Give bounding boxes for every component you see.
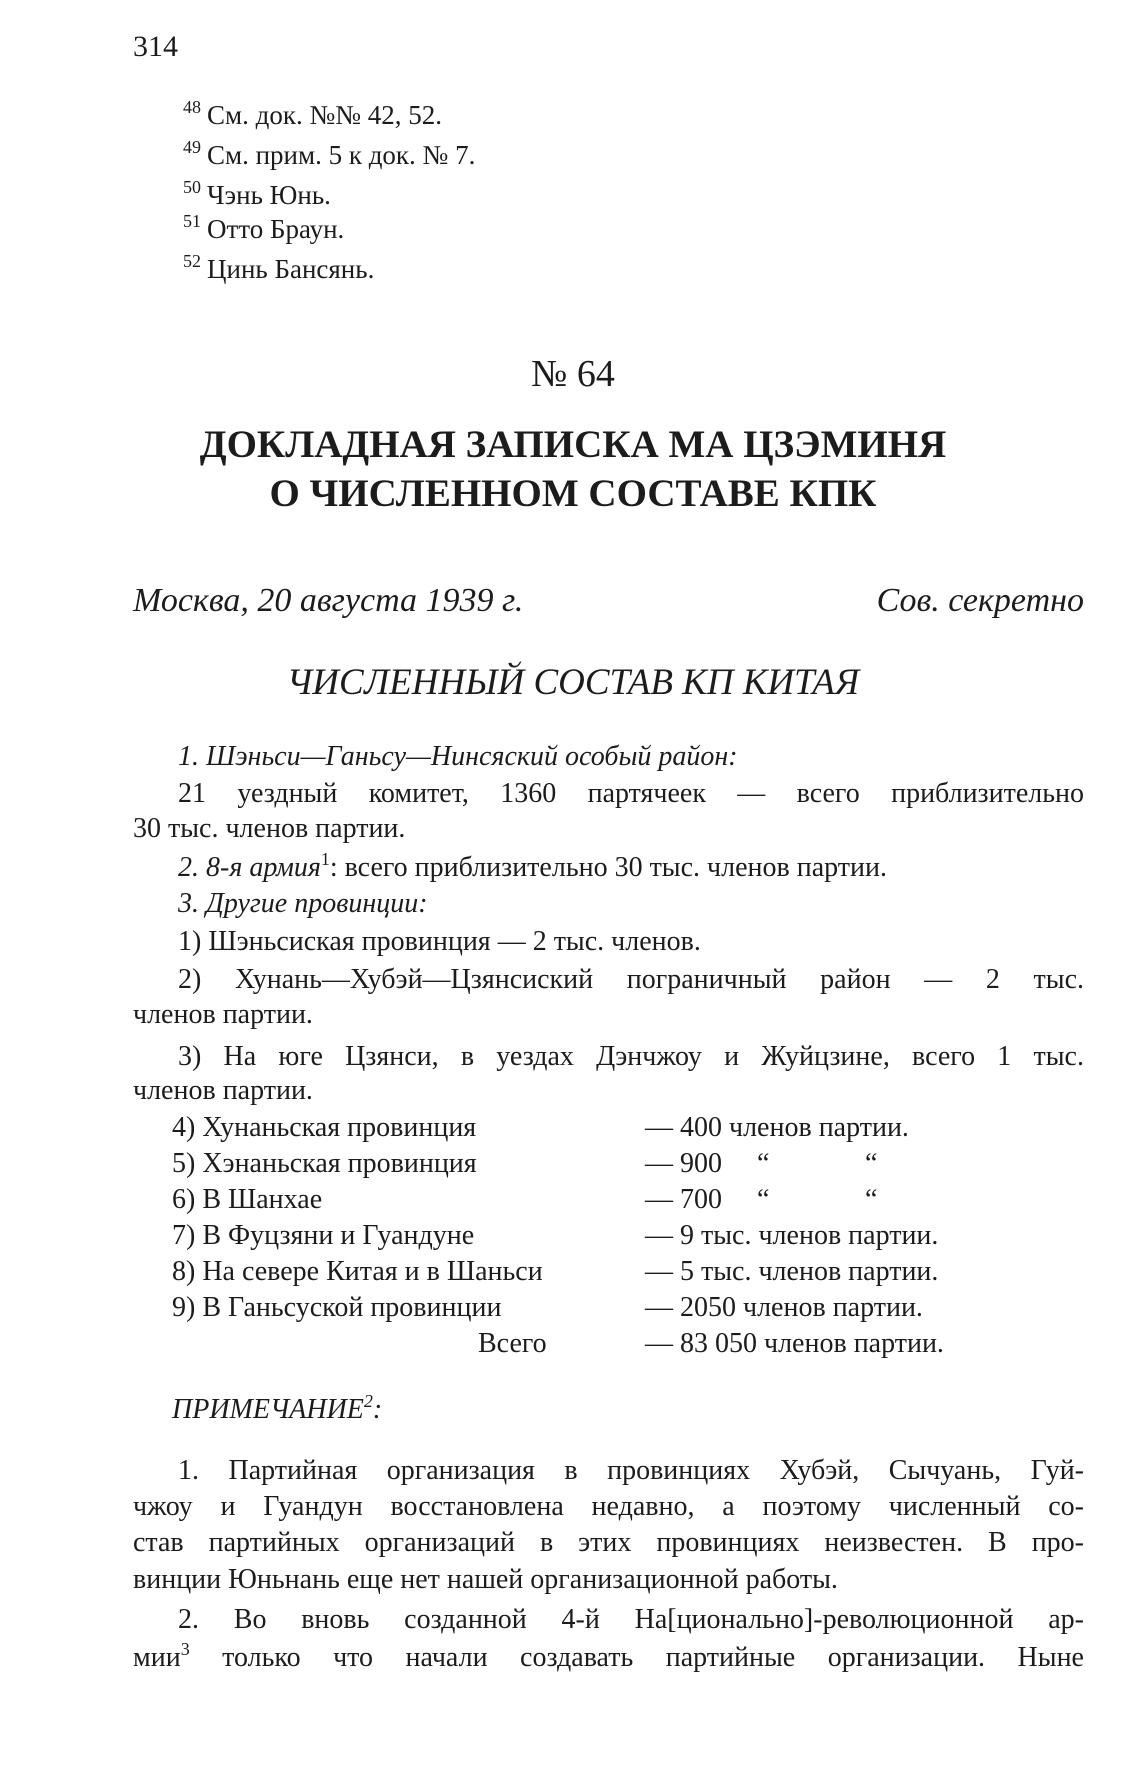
footnote-text: Отто Браун. [207, 214, 345, 244]
footnote [183, 209, 344, 252]
section-2 [178, 850, 887, 888]
ditto-mark: “ [757, 1148, 770, 1179]
footnote [183, 95, 442, 138]
footnote-number: 49 [183, 137, 201, 157]
section-1-line-2: 30 тыс. членов партии. [133, 813, 406, 844]
page-number: 314 [133, 30, 178, 63]
table-subtitle: ЧИСЛЕННЫЙ СОСТАВ КП КИТАЯ [286, 662, 860, 703]
province-item-1: 1) Шэньсиская провинция — 2 тыс. членов. [178, 926, 701, 957]
footnote-text: См. прим. 5 к док. № 7. [207, 140, 476, 170]
note-2-line-2-rest: только что начали создавать партийные организации. Ныне [189, 1642, 1084, 1673]
footnote-number: 48 [183, 97, 201, 117]
note-heading-colon: : [372, 1394, 383, 1425]
list-item-value: — 2050 членов партии. [645, 1292, 923, 1323]
list-item-label: 7) В Фуцзяни и Гуандуне [172, 1220, 475, 1251]
footnote-number: 50 [183, 177, 201, 197]
note-heading-text: ПРИМЕЧАНИЕ [172, 1394, 364, 1425]
ditto-mark: “ [757, 1184, 770, 1215]
ditto-mark: “ [865, 1184, 878, 1215]
footnote-text: Чэнь Юнь. [207, 180, 331, 210]
list-item-value: — 900 [645, 1148, 722, 1179]
list-item-label: 5) Хэнаньская провинция [172, 1148, 477, 1179]
footnote [183, 135, 475, 178]
section-1-line-1: 21 уездный комитет, 1360 партячеек — всего приблизительно [178, 778, 1084, 809]
footnote-text: Цинь Бансянь. [207, 254, 375, 284]
note-2-line-2-start: мии [133, 1642, 181, 1673]
footnote-ref: 1 [320, 849, 330, 869]
footnote-number: 52 [183, 251, 201, 271]
list-item-label: 9) В Ганьсуской провинции [172, 1292, 502, 1323]
list-item-label: 6) В Шанхае [172, 1184, 323, 1215]
total-value: — 83 050 членов партии. [645, 1328, 944, 1359]
note-1-line-2: чжоу и Гуандун восстановлена недавно, а поэтому численный со- [133, 1491, 1084, 1522]
section-2-text: : всего приблизительно 30 тыс. членов партии. [329, 852, 887, 883]
classification: Сов. секретно [876, 582, 1084, 619]
note-1-line-3: став партийных организаций в этих провинциях неизвестен. В про- [133, 1527, 1084, 1558]
total-label: Всего [478, 1328, 547, 1359]
section-2-heading: 2. 8-я армия [178, 852, 321, 883]
note-2-line-1: 2. Во вновь созданной 4-й На[ционально]-революционной ар- [178, 1604, 1084, 1635]
footnote-ref: 2 [363, 1391, 373, 1411]
list-item-value: — 400 членов партии. [645, 1112, 909, 1143]
note-1-line-4: винции Юньнань еще нет нашей организационной работы. [133, 1564, 838, 1595]
footnote-text: См. док. №№ 42, 52. [207, 100, 442, 130]
province-item-3-line-1: 3) На юге Цзянси, в уездах Дэнчжоу и Жуйцзине, всего 1 тыс. [178, 1041, 1084, 1072]
note-heading [172, 1392, 382, 1430]
list-item-label: 8) На севере Китая и в Шаньси [172, 1256, 543, 1287]
province-item-2-line-1: 2) Хунань—Хубэй—Цзянсиский пограничный район — 2 тыс. [178, 964, 1084, 995]
ditto-mark: “ [865, 1148, 878, 1179]
list-item-value: — 9 тыс. членов партии. [645, 1220, 939, 1251]
province-item-2-line-2: членов партии. [133, 999, 313, 1030]
footnote-ref: 3 [180, 1639, 190, 1659]
footnote [183, 249, 374, 292]
note-2-line-2 [133, 1640, 1084, 1678]
document-number: № 64 [531, 353, 615, 395]
section-1-heading: 1. Шэньси—Ганьсу—Нинсяский особый район: [178, 741, 738, 772]
footnote-number: 51 [183, 211, 201, 231]
list-item-value: — 5 тыс. членов партии. [645, 1256, 939, 1287]
section-3-heading: 3. Другие провинции: [178, 888, 428, 919]
list-item-value: — 700 [645, 1184, 722, 1215]
list-item-label: 4) Хунаньская провинция [172, 1112, 477, 1143]
document-title-line-1: ДОКЛАДНАЯ ЗАПИСКА МА ЦЗЭМИНЯ [199, 423, 947, 466]
note-1-line-1: 1. Партийная организация в провинциях Хубэй, Сычуань, Гуй- [178, 1455, 1084, 1486]
document-title-line-2: О ЧИСЛЕННОМ СОСТАВЕ КПК [269, 472, 877, 515]
province-item-3-line-2: членов партии. [133, 1075, 313, 1106]
place-date: Москва, 20 августа 1939 г. [133, 582, 524, 619]
